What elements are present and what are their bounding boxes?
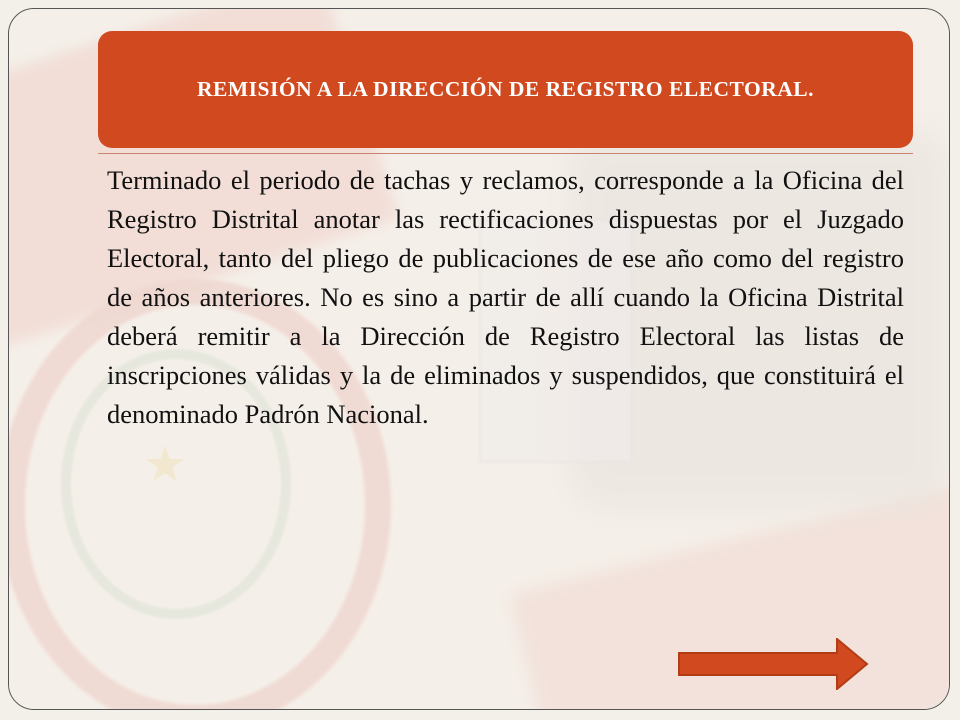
right-arrow-icon[interactable] [677,638,869,690]
slide-title: REMISIÓN A LA DIRECCIÓN DE REGISTRO ELECTORAL. [197,77,814,101]
slide-body-text: Terminado el periodo de tachas y reclamos, corresponde a la Oficina del Registro Distrital anotar las rectificaciones dispuestas por el Juzgado Electoral, tanto del pliego de publicaciones de ese año como del registro de años anteriores. No es sino a partir de allí cuando la Oficina Distrital deberá remitir a la Dirección de Registro Electoral las listas de inscripciones válidas y la de eliminados y suspendidos, que constituirá el denominado Padrón Nacional. [107,165,904,429]
slide [8,8,950,710]
title-divider [98,153,913,154]
title-banner [98,31,913,148]
